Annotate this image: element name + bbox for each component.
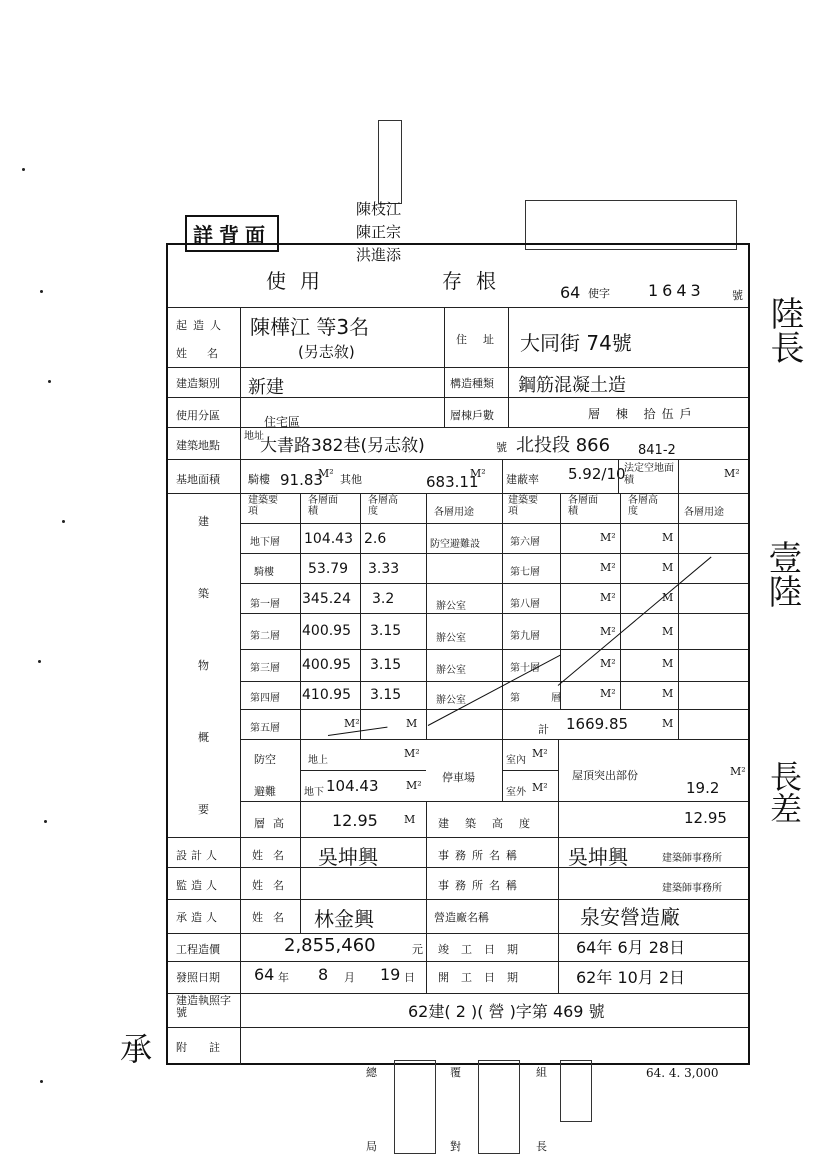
- parking-in-label: 室內: [506, 755, 526, 766]
- issue-label: 發照日期: [176, 971, 220, 984]
- permit-value: 62建( 2 )( 營 )字第 469 號: [408, 1002, 605, 1021]
- parking-out-label: 室外: [506, 787, 526, 798]
- floor-n-area-unit: M²: [600, 687, 616, 700]
- structure-label: 構造種類: [450, 377, 494, 390]
- floor-arcade-name: 騎樓: [254, 567, 274, 578]
- name-2: 陳正宗: [356, 223, 402, 241]
- site-lot: 北投段 866: [516, 435, 611, 456]
- supervisor-office-suffix: 建築師事務所: [662, 883, 722, 894]
- floor-7-area-unit: M²: [600, 561, 616, 574]
- floor-8-area-unit: M²: [600, 591, 616, 604]
- floor-n-height-unit: M: [662, 687, 674, 700]
- complete-value: 64年 6月 28日: [576, 938, 686, 957]
- permit-label: 建造執照字號: [176, 994, 231, 1019]
- doc-no-suffix: 號: [732, 289, 743, 302]
- print-info: 64. 4. 3,000: [646, 1066, 719, 1080]
- seal-2: [478, 1060, 520, 1154]
- designer-name-label: 姓名: [252, 849, 294, 862]
- designer-label: 設計人: [176, 849, 221, 862]
- supervisor-name-label: 姓名: [252, 879, 294, 892]
- floor-9-name: 第九層: [510, 631, 540, 642]
- arcade-label: 騎樓: [248, 473, 270, 486]
- address-value: 大同街 74號: [520, 331, 632, 355]
- floor-5-area-unit: M²: [344, 717, 360, 730]
- shelter-label: 防空: [254, 753, 276, 766]
- total-value: 1669.85: [566, 715, 629, 733]
- builder-label: 起造人: [176, 319, 227, 332]
- underground-unit: M²: [406, 779, 422, 792]
- floor-arcade-area: 53.79: [308, 561, 349, 577]
- supervisor-label: 監造人: [176, 879, 221, 892]
- roof-value: 19.2: [686, 779, 720, 797]
- side-handwriting-2: 壹陸: [762, 540, 802, 608]
- col-item-right: 建築要項: [508, 495, 538, 517]
- footer-4: 局: [366, 1140, 377, 1153]
- parking-in-unit: M²: [532, 747, 548, 760]
- above-ground-unit: M²: [404, 747, 420, 760]
- cost-label: 工程造價: [176, 943, 220, 956]
- floor-4-area: 410.95: [302, 687, 351, 703]
- floor-arcade-height: 3.33: [368, 561, 400, 577]
- name-1: 陳枝江: [356, 200, 402, 218]
- floor-3-use: 辦公室: [436, 665, 466, 676]
- section-char-2: 築: [198, 587, 209, 600]
- col-area-left: 各層面積: [308, 495, 338, 517]
- floor-6-area-unit: M²: [600, 531, 616, 544]
- building-height-value: 12.95: [684, 809, 727, 827]
- section-char-1: 建: [198, 515, 209, 528]
- left-handwriting: 承: [120, 1030, 153, 1068]
- col-use-right: 各層用途: [684, 507, 724, 518]
- floor-7-height-unit: M: [662, 561, 674, 574]
- floor-7-name: 第七層: [510, 567, 540, 578]
- roof-unit: M²: [730, 765, 746, 778]
- floor-3-height: 3.15: [370, 657, 402, 673]
- floor-2-use: 辦公室: [436, 633, 466, 644]
- floor-1-use: 辦公室: [436, 601, 466, 612]
- floor-2-name: 第二層: [250, 631, 280, 642]
- footer-5: 對: [450, 1140, 461, 1153]
- complete-label: 竣工日期: [438, 943, 530, 956]
- floor-6-name: 第六層: [510, 537, 540, 548]
- issue-day: 19: [380, 965, 401, 984]
- structure-value: 鋼筋混凝土造: [518, 375, 626, 396]
- designer-name: 吳坤興: [318, 845, 378, 869]
- address-label: 住址: [456, 333, 510, 346]
- floor-1-name: 第一層: [250, 599, 280, 610]
- floor-2-height: 3.15: [370, 623, 402, 639]
- floor-4-height: 3.15: [370, 687, 402, 703]
- coverage-label: 建蔽率: [506, 473, 539, 486]
- other-unit: M²: [470, 467, 486, 480]
- total-unit: M: [662, 717, 674, 730]
- households-value: 層 棟 拾伍戶: [588, 407, 698, 421]
- issue-month: 8: [318, 965, 329, 984]
- footer-1: 總: [366, 1066, 377, 1079]
- floor-height-label: 層高: [254, 817, 292, 830]
- floor-8-name: 第八層: [510, 599, 540, 610]
- site-lot-2: 841-2: [638, 443, 676, 458]
- seal-1: [394, 1060, 436, 1154]
- site-label: 建築地點: [176, 439, 220, 452]
- roof-label: 屋頂突出部份: [572, 769, 638, 782]
- zone-value: 住宅區: [264, 415, 301, 429]
- other-value: 683.11: [426, 473, 479, 491]
- underground-label: 地下: [304, 787, 324, 798]
- households-label: 層棟戶數: [450, 409, 494, 422]
- floor-4-name: 第四層: [250, 693, 280, 704]
- issue-year: 64: [254, 965, 275, 984]
- approval-footer: [360, 1060, 590, 1160]
- footer-3: 組: [536, 1066, 547, 1079]
- col-height-right: 各層高度: [628, 495, 658, 517]
- title-left: 使用: [266, 269, 334, 293]
- legal-area-unit: M²: [724, 467, 740, 480]
- seal-3: [560, 1060, 592, 1122]
- zone-label: 使用分區: [176, 409, 220, 422]
- floor-n-name: 第 層: [510, 693, 576, 704]
- site-value: 大書路382巷(另志敘): [260, 436, 425, 456]
- firm-label: 營造廠名稱: [434, 911, 489, 924]
- floor-10-height-unit: M: [662, 657, 674, 670]
- floor-height-value: 12.95: [332, 811, 378, 830]
- other-label: 其他: [340, 473, 362, 486]
- supervisor-office-label: 事務所名稱: [438, 879, 523, 892]
- col-area-right: 各層面積: [568, 495, 598, 517]
- remarks-label: 附註: [176, 1041, 242, 1054]
- cost-value: 2,855,460: [284, 935, 376, 956]
- doc-no-prefix: 64: [560, 283, 581, 302]
- parking-out-unit: M²: [532, 781, 548, 794]
- name-3: 洪進添: [356, 246, 402, 264]
- building-height-label: 建築高度: [438, 817, 546, 830]
- start-value: 62年 10月 2日: [576, 968, 686, 987]
- underground-value: 104.43: [326, 777, 379, 795]
- floor-1-area: 345.24: [302, 591, 351, 607]
- site-sub: 地址: [244, 431, 264, 442]
- floor-2-area: 400.95: [302, 623, 351, 639]
- col-item-left: 建築要項: [248, 495, 278, 517]
- arcade-value: 91.83: [280, 471, 323, 489]
- footer-2: 覆: [450, 1066, 461, 1079]
- floor-5-height-unit: M: [406, 717, 418, 730]
- floor-3-area: 400.95: [302, 657, 351, 673]
- firm-value: 泉安營造廠: [580, 905, 680, 929]
- detail-back-stamp: 詳背面: [185, 215, 279, 252]
- section-char-4: 概: [198, 731, 209, 744]
- floor-10-area-unit: M²: [600, 657, 616, 670]
- builder-value: 陳樺江 等3名: [250, 315, 370, 339]
- floor-b1-height: 2.6: [364, 531, 387, 547]
- floor-9-area-unit: M²: [600, 625, 616, 638]
- floor-b1-area: 104.43: [304, 531, 353, 547]
- office-suffix: 建築師事務所: [662, 853, 722, 864]
- floor-3-name: 第三層: [250, 663, 280, 674]
- above-ground-label: 地上: [308, 755, 328, 766]
- area-label: 基地面積: [176, 473, 220, 486]
- section-char-3: 物: [198, 659, 209, 672]
- floor-9-height-unit: M: [662, 625, 674, 638]
- type-value: 新建: [248, 377, 284, 398]
- office-value: 吳坤興: [568, 845, 628, 869]
- floor-10-name: 第十層: [510, 663, 540, 674]
- type-label: 建造類別: [176, 377, 220, 390]
- contractor-label: 承造人: [176, 911, 221, 924]
- section-char-5: 要: [198, 803, 209, 816]
- side-handwriting-1: 陸長: [764, 296, 804, 364]
- usage-permit-stub-form: 使用 存根 64 使字 1643 號 起造人 姓名 陳樺江 等3名 (另志敘) 住址 大同街 74號 建造類別 新建 構造種類 鋼筋混凝土造 使用分區 住宅區 層棟戶數 層 棟 拾伍戶 建築地點 地址 大書路382巷(另志敘) 號 北投段 866 841-2 基地面積 騎樓 91.83 M² 其他 683.11 M² 建蔽率 5.92/10 法定空地面積 M² 建 築 物 概 要 建築要項 各層面積 各層高度 各層用途 建築要項 各層面積 各層高度 各層用途 地下層 104.43 2.6 防空避難設 騎樓 53.79 3.33 第一層 345.24 3.2 辦公室 第二層 400.95 3.15 辦公室 第三層 400.95 3.15 辦公室 第四層 410.95 3.15 辦公室 第五層 第六層 M² M 第七層 M² M 第八層 M² M 第九層 M² M 第十層 M² M 第 層 M² M M² M 計 1669.85 M 防空 避難 地上 M² 地下 104.43 M² 停車場 室內 M² 室外 M² 屋頂突出部份 M² 19.2 層高 12.95 M 建築高度 12.95 設計人 姓名 吳坤興 事務所名稱 吳坤興 建築師事務所 監造人 姓名 事務所名稱 建築師事務所 承造人 姓名 林金興 營造廠名稱 泉安營造廠 工程造價 2,855,460 元 竣工日期 64年 6月 28日 發照日期 64 年 8 月 19 日 開工日期 62年 10月 2日 建造執照字號 62建( 2 )( 營 )字第 469 號 附註: [166, 243, 750, 1065]
- floor-4-use: 辦公室: [436, 695, 466, 706]
- total-label: 計: [538, 723, 549, 736]
- side-handwriting-3: 長差: [765, 760, 803, 824]
- floor-6-height-unit: M: [662, 531, 674, 544]
- contractor-name: 林金興: [314, 907, 374, 931]
- doc-no-mid: 使字: [588, 287, 610, 300]
- col-height-left: 各層高度: [368, 495, 398, 517]
- col-use-left: 各層用途: [434, 507, 474, 518]
- floor-height-unit: M: [404, 813, 416, 826]
- floor-8-height-unit: M: [662, 591, 674, 604]
- arcade-unit: M²: [318, 467, 334, 480]
- builder-label-2: 姓名: [176, 347, 238, 360]
- contractor-name-label: 姓名: [252, 911, 294, 924]
- legal-area-label: 法定空地面積: [624, 463, 674, 486]
- floor-5-name: 第五層: [250, 723, 280, 734]
- title-right: 存根: [442, 269, 510, 293]
- doc-no: 1643: [648, 281, 705, 300]
- site-no-label: 號: [496, 441, 507, 454]
- seal-stamp-top: [378, 120, 402, 204]
- floor-b1-use: 防空避難設: [430, 539, 480, 550]
- coverage-value: 5.92/10: [568, 465, 626, 483]
- footer-6: 長: [536, 1140, 547, 1153]
- floor-b1-name: 地下層: [250, 537, 280, 548]
- floor-1-height: 3.2: [372, 591, 395, 607]
- office-label: 事務所名稱: [438, 849, 523, 862]
- parking-label: 停車場: [442, 771, 475, 784]
- cost-unit: 元: [412, 943, 423, 956]
- builder-value-2: (另志敘): [298, 343, 355, 361]
- shelter-sub: 避難: [254, 785, 276, 798]
- start-label: 開工日期: [438, 971, 530, 984]
